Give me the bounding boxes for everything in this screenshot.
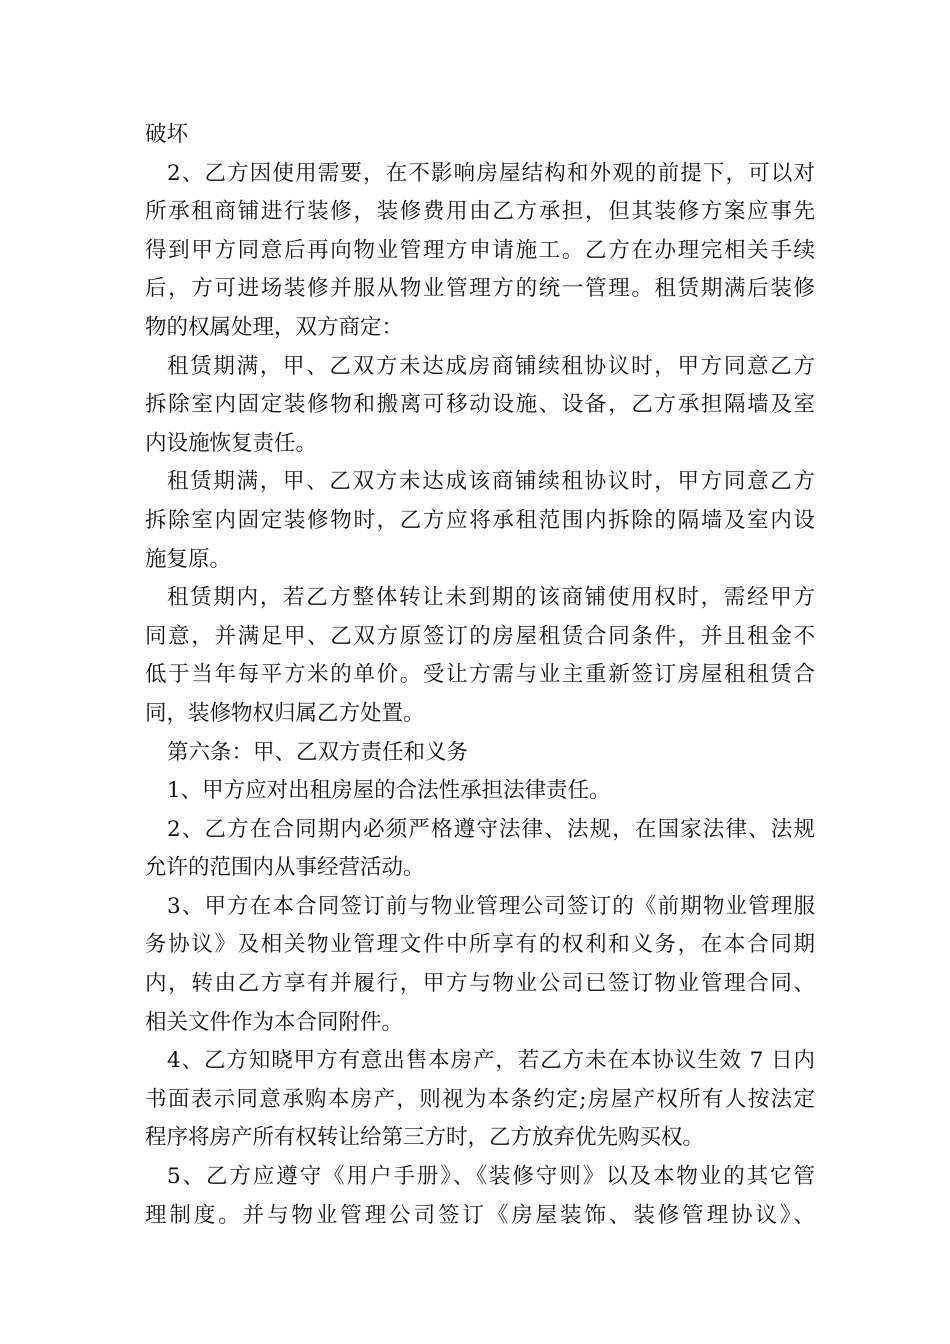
text-line: 1、甲方应对出租房屋的合法性承担法律责任。: [167, 778, 611, 804]
text-line: 3、甲方在本合同签订前与物业管理公司签订的《前期物业管理服: [167, 893, 815, 919]
text-line: 2、乙方在合同期内必须严格遵守法律、法规，在国家法律、法规: [167, 816, 815, 842]
text-line: 2、乙方因使用需要，在不影响房屋结构和外观的前提下，可以对: [167, 160, 815, 186]
text-line: 同，装修物权归属乙方处置。: [145, 700, 425, 726]
text-line: 内设施恢复责任。: [145, 430, 318, 456]
text-line: 5、乙方应遵守《用户手册》、《装修守则》以及本物业的其它管: [167, 1164, 815, 1190]
text-line: 后，方可进场装修并服从物业管理方的统一管理。租赁期满后装修: [145, 276, 815, 302]
text-line: 得到甲方同意后再向物业管理方申请施工。乙方在办理完相关手续: [145, 237, 815, 263]
text-line: 4、乙方知晓甲方有意出售本房产，若乙方未在本协议生效 7 日内: [167, 1048, 815, 1074]
text-line: 租赁期满，甲、乙双方未达成房商铺续租协议时，甲方同意乙方: [167, 353, 815, 379]
text-line: 程序将房产所有权转让给第三方时，乙方放弃优先购买权。: [145, 1125, 705, 1151]
text-line: 拆除室内固定装修物时，乙方应将承租范围内拆除的隔墙及室内设: [145, 507, 815, 533]
text-line: 施复原。: [145, 546, 232, 572]
text-line: 低于当年每平方米的单价。受让方需与业主重新签订房屋租租赁合: [145, 662, 815, 688]
text-line: 所承租商铺进行装修，装修费用由乙方承担，但其装修方案应事先: [145, 199, 815, 225]
text-line: 内，转由乙方享有并履行，甲方与物业公司已签订物业管理合同、: [145, 971, 815, 997]
document-body: [145, 116, 815, 1235]
text-line: 允许的范围内从事经营活动。: [145, 855, 425, 881]
text-line: 物的权属处理，双方商定：: [145, 314, 404, 340]
text-line: 理制度。并与物业管理公司签订《房屋装饰、装修管理协议》、: [145, 1202, 815, 1228]
text-line: 租赁期内，若乙方整体转让未到期的该商铺使用权时，需经甲方: [167, 585, 815, 611]
text-line: 务协议》及相关物业管理文件中所享有的权利和义务，在本合同期: [145, 932, 815, 958]
text-line: 相关文件作为本合同附件。: [145, 1009, 404, 1035]
text-line: 书面表示同意承购本房产，则视为本条约定;房屋产权所有人按法定: [145, 1086, 815, 1112]
text-line: 同意，并满足甲、乙双方原签订的房屋租赁合同条件，并且租金不: [145, 623, 815, 649]
text-line: 破坏: [145, 122, 189, 147]
text-line: 租赁期满，甲、乙双方未达成该商铺续租协议时，甲方同意乙方: [167, 469, 815, 495]
text-line: 拆除室内固定装修物和搬离可移动设施、设备，乙方承担隔墙及室: [145, 392, 815, 418]
text-line: 第六条：甲、乙双方责任和义务: [167, 739, 469, 765]
